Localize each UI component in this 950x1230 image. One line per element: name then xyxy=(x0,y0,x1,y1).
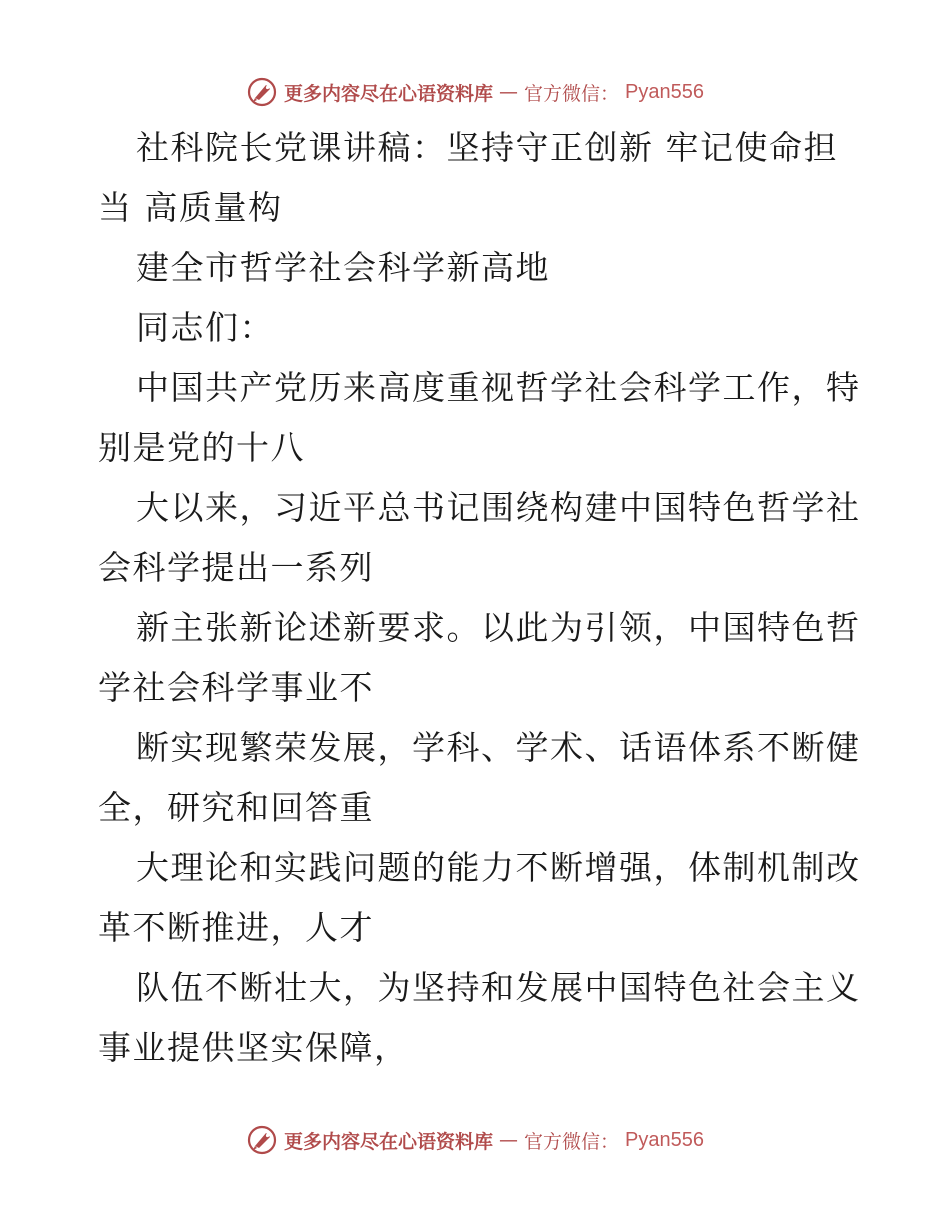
banner-contact-id: Pyan556 xyxy=(625,80,704,103)
paragraph-line: 新主张新论述新要求。以此为引领，中国特色哲 xyxy=(136,608,861,647)
paragraph-line: 中国共产党历来高度重视哲学社会科学工作，特 xyxy=(136,368,861,407)
title-line-1: 社科院长党课讲稿：坚持守正创新 牢记使命担 xyxy=(136,128,838,167)
title-line-3: 建全市哲学社会科学新高地 xyxy=(136,248,550,287)
banner-site-name: 更多内容尽在心语资料库 xyxy=(284,82,494,105)
pen-nib-logo-icon xyxy=(246,76,278,108)
paragraph-line: 断实现繁荣发展，学科、学术、话语体系不断健 xyxy=(136,728,861,767)
banner-dash: — xyxy=(499,1129,519,1151)
title-line-2: 当 高质量构 xyxy=(98,188,283,227)
footer-banner xyxy=(0,1118,950,1162)
salutation: 同志们： xyxy=(136,308,274,347)
document-body xyxy=(98,118,861,1078)
paragraph-line: 队伍不断壮大，为坚持和发展中国特色社会主义 xyxy=(136,968,861,1007)
banner-contact-label: 官方微信： xyxy=(524,1130,620,1153)
header-banner xyxy=(0,70,950,114)
paragraph-line: 学社会科学事业不 xyxy=(98,668,374,707)
paragraph-line: 革不断推进，人才 xyxy=(98,908,374,947)
pen-nib-logo-icon xyxy=(246,1124,278,1156)
paragraph-line: 会科学提出一系列 xyxy=(98,548,374,587)
banner-contact-id: Pyan556 xyxy=(625,1128,704,1151)
banner-dash: — xyxy=(499,81,519,103)
paragraph-line: 大以来，习近平总书记围绕构建中国特色哲学社 xyxy=(136,488,861,527)
paragraph-line: 事业提供坚实保障， xyxy=(98,1028,409,1067)
paragraph-line: 别是党的十八 xyxy=(98,428,305,467)
paragraph-line: 大理论和实践问题的能力不断增强，体制机制改 xyxy=(136,848,861,887)
paragraph-line: 全，研究和回答重 xyxy=(98,788,374,827)
banner-contact-label: 官方微信： xyxy=(524,82,620,105)
banner-site-name: 更多内容尽在心语资料库 xyxy=(284,1130,494,1153)
